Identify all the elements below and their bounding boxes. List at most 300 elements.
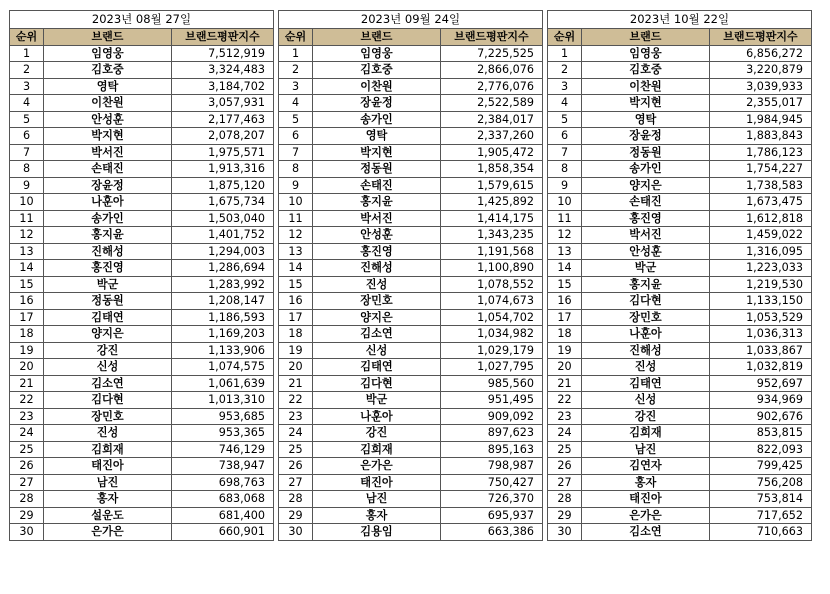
table-row: [10, 441, 274, 458]
table-row: [10, 458, 274, 475]
score-cell: 753,814: [710, 491, 812, 508]
score-cell: 1,786,123: [710, 144, 812, 161]
rank-cell: 29: [279, 507, 313, 524]
rank-cell: 28: [10, 491, 44, 508]
table-row: [279, 45, 543, 62]
score-cell: 756,208: [710, 474, 812, 491]
rank-cell: 22: [548, 392, 582, 409]
score-cell: 738,947: [172, 458, 274, 475]
table-row: [279, 161, 543, 178]
rank-cell: 15: [279, 276, 313, 293]
brand-name-cell: 남진: [313, 491, 441, 508]
rank-cell: 16: [548, 293, 582, 310]
rank-cell: 9: [279, 177, 313, 194]
rank-cell: 14: [279, 260, 313, 277]
table-row: [279, 111, 543, 128]
table-row: [10, 62, 274, 79]
score-cell: 683,068: [172, 491, 274, 508]
rank-cell: 21: [10, 375, 44, 392]
rank-cell: 1: [10, 45, 44, 62]
rank-cell: 16: [10, 293, 44, 310]
table-row: [10, 326, 274, 343]
rank-cell: 3: [10, 78, 44, 95]
rank-cell: 29: [548, 507, 582, 524]
table-row: [279, 359, 543, 376]
score-cell: 1,913,316: [172, 161, 274, 178]
table-row: [279, 342, 543, 359]
score-cell: 1,875,120: [172, 177, 274, 194]
rank-cell: 21: [279, 375, 313, 392]
brand-name-cell: 김소연: [44, 375, 172, 392]
brand-name-cell: 나훈아: [582, 326, 710, 343]
rank-cell: 3: [279, 78, 313, 95]
score-cell: 951,495: [441, 392, 543, 409]
score-cell: 2,866,076: [441, 62, 543, 79]
brand-name-cell: 남진: [582, 441, 710, 458]
table-row: [548, 408, 812, 425]
score-cell: 1,401,752: [172, 227, 274, 244]
score-cell: 799,425: [710, 458, 812, 475]
table-row: [10, 474, 274, 491]
header-score: 브랜드평판지수: [441, 29, 543, 46]
table-row: [548, 309, 812, 326]
score-cell: 3,184,702: [172, 78, 274, 95]
header-brand: 브랜드: [313, 29, 441, 46]
rank-cell: 27: [10, 474, 44, 491]
rank-cell: 6: [10, 128, 44, 145]
score-cell: 3,324,483: [172, 62, 274, 79]
table-row: [10, 210, 274, 227]
score-cell: 1,316,095: [710, 243, 812, 260]
brand-name-cell: 나훈아: [44, 194, 172, 211]
rank-cell: 12: [279, 227, 313, 244]
score-cell: 750,427: [441, 474, 543, 491]
score-cell: 1,675,734: [172, 194, 274, 211]
table-row: [279, 78, 543, 95]
score-cell: 717,652: [710, 507, 812, 524]
score-cell: 695,937: [441, 507, 543, 524]
table-row: [279, 309, 543, 326]
brand-name-cell: 신성: [44, 359, 172, 376]
score-cell: 1,754,227: [710, 161, 812, 178]
rank-cell: 1: [279, 45, 313, 62]
rank-cell: 22: [10, 392, 44, 409]
table-row: [279, 227, 543, 244]
score-cell: 1,975,571: [172, 144, 274, 161]
score-cell: 1,883,843: [710, 128, 812, 145]
brand-name-cell: 홍진영: [313, 243, 441, 260]
rank-cell: 24: [548, 425, 582, 442]
rank-cell: 6: [279, 128, 313, 145]
score-cell: 7,512,919: [172, 45, 274, 62]
table-row: [548, 507, 812, 524]
brand-name-cell: 이찬원: [44, 95, 172, 112]
rank-cell: 18: [279, 326, 313, 343]
rank-cell: 11: [548, 210, 582, 227]
brand-name-cell: 강진: [582, 408, 710, 425]
score-cell: 1,673,475: [710, 194, 812, 211]
score-cell: 1,032,819: [710, 359, 812, 376]
brand-name-cell: 설운도: [44, 507, 172, 524]
rank-cell: 25: [279, 441, 313, 458]
brand-name-cell: 김호중: [313, 62, 441, 79]
table-row: [548, 342, 812, 359]
brand-name-cell: 김태연: [313, 359, 441, 376]
brand-name-cell: 장민호: [44, 408, 172, 425]
brand-name-cell: 나훈아: [313, 408, 441, 425]
score-cell: 934,969: [710, 392, 812, 409]
brand-name-cell: 김희재: [44, 441, 172, 458]
score-cell: 1,191,568: [441, 243, 543, 260]
brand-name-cell: 영탁: [582, 111, 710, 128]
brand-name-cell: 김태연: [44, 309, 172, 326]
brand-name-cell: 홍자: [44, 491, 172, 508]
brand-name-cell: 이찬원: [582, 78, 710, 95]
brand-name-cell: 박지현: [44, 128, 172, 145]
table-row: [10, 309, 274, 326]
rank-cell: 13: [279, 243, 313, 260]
rank-cell: 30: [10, 524, 44, 541]
rank-cell: 19: [10, 342, 44, 359]
score-cell: 897,623: [441, 425, 543, 442]
brand-name-cell: 영탁: [313, 128, 441, 145]
brand-name-cell: 장민호: [582, 309, 710, 326]
table-row: [548, 194, 812, 211]
rank-cell: 26: [10, 458, 44, 475]
score-cell: 1,219,530: [710, 276, 812, 293]
brand-name-cell: 김호중: [582, 62, 710, 79]
brand-name-cell: 박지현: [582, 95, 710, 112]
brand-name-cell: 안성훈: [44, 111, 172, 128]
score-cell: 1,186,593: [172, 309, 274, 326]
score-cell: 663,386: [441, 524, 543, 541]
rank-cell: 26: [279, 458, 313, 475]
rank-cell: 14: [548, 260, 582, 277]
table-date: 2023년 09월 24일: [279, 11, 543, 29]
brand-name-cell: 양지은: [582, 177, 710, 194]
brand-name-cell: 박서진: [313, 210, 441, 227]
brand-name-cell: 박군: [313, 392, 441, 409]
score-cell: 1,074,575: [172, 359, 274, 376]
brand-name-cell: 김소연: [582, 524, 710, 541]
score-cell: 822,093: [710, 441, 812, 458]
rank-cell: 20: [548, 359, 582, 376]
score-cell: 1,459,022: [710, 227, 812, 244]
score-cell: 1,036,313: [710, 326, 812, 343]
brand-name-cell: 송가인: [582, 161, 710, 178]
rank-cell: 27: [279, 474, 313, 491]
score-cell: 3,039,933: [710, 78, 812, 95]
header-rank: 순위: [279, 29, 313, 46]
rank-cell: 27: [548, 474, 582, 491]
table-row: [548, 111, 812, 128]
table-row: [10, 260, 274, 277]
brand-name-cell: 은가은: [582, 507, 710, 524]
rank-cell: 14: [10, 260, 44, 277]
score-cell: 1,061,639: [172, 375, 274, 392]
table-row: [548, 243, 812, 260]
score-cell: 1,029,179: [441, 342, 543, 359]
table-row: [548, 128, 812, 145]
table-row: [279, 194, 543, 211]
table-row: [548, 474, 812, 491]
rank-cell: 18: [548, 326, 582, 343]
table-row: [10, 95, 274, 112]
ranking-table-october: [547, 10, 812, 541]
table-row: [10, 177, 274, 194]
rank-cell: 9: [548, 177, 582, 194]
table-row: [279, 474, 543, 491]
brand-name-cell: 이찬원: [313, 78, 441, 95]
ranking-table-august: [9, 10, 274, 541]
score-cell: 953,365: [172, 425, 274, 442]
table-row: [548, 458, 812, 475]
table-row: [279, 441, 543, 458]
table-row: [279, 128, 543, 145]
brand-name-cell: 태진아: [44, 458, 172, 475]
rank-cell: 28: [279, 491, 313, 508]
brand-name-cell: 진해성: [313, 260, 441, 277]
table-row: [10, 507, 274, 524]
score-cell: 1,034,982: [441, 326, 543, 343]
rank-cell: 6: [548, 128, 582, 145]
brand-name-cell: 강진: [313, 425, 441, 442]
brand-name-cell: 정동원: [582, 144, 710, 161]
score-cell: 1,579,615: [441, 177, 543, 194]
brand-name-cell: 양지은: [44, 326, 172, 343]
rank-cell: 12: [548, 227, 582, 244]
brand-name-cell: 송가인: [313, 111, 441, 128]
brand-name-cell: 박서진: [582, 227, 710, 244]
brand-name-cell: 손태진: [313, 177, 441, 194]
score-cell: 6,856,272: [710, 45, 812, 62]
rank-cell: 25: [10, 441, 44, 458]
table-row: [10, 144, 274, 161]
brand-name-cell: 홍진영: [582, 210, 710, 227]
rank-cell: 29: [10, 507, 44, 524]
rank-cell: 24: [10, 425, 44, 442]
rank-cell: 8: [279, 161, 313, 178]
brand-name-cell: 김태연: [582, 375, 710, 392]
table-row: [279, 293, 543, 310]
ranking-tables: [9, 10, 812, 541]
score-cell: 1,027,795: [441, 359, 543, 376]
brand-name-cell: 홍자: [582, 474, 710, 491]
score-cell: 1,013,310: [172, 392, 274, 409]
rank-cell: 30: [279, 524, 313, 541]
table-row: [548, 78, 812, 95]
table-row: [279, 326, 543, 343]
brand-name-cell: 영탁: [44, 78, 172, 95]
brand-name-cell: 은가은: [313, 458, 441, 475]
rank-cell: 15: [10, 276, 44, 293]
rank-cell: 2: [10, 62, 44, 79]
brand-name-cell: 안성훈: [582, 243, 710, 260]
brand-name-cell: 장윤정: [582, 128, 710, 145]
table-row: [10, 227, 274, 244]
score-cell: 746,129: [172, 441, 274, 458]
brand-name-cell: 손태진: [44, 161, 172, 178]
rank-cell: 26: [548, 458, 582, 475]
brand-name-cell: 신성: [313, 342, 441, 359]
rank-cell: 5: [10, 111, 44, 128]
score-cell: 1,283,992: [172, 276, 274, 293]
rank-cell: 23: [548, 408, 582, 425]
rank-cell: 7: [10, 144, 44, 161]
header-brand: 브랜드: [44, 29, 172, 46]
brand-name-cell: 김용임: [313, 524, 441, 541]
table-row: [548, 441, 812, 458]
table-row: [548, 375, 812, 392]
table-date: 2023년 08월 27일: [10, 11, 274, 29]
rank-cell: 10: [10, 194, 44, 211]
table-row: [10, 524, 274, 541]
ranking-table-september: [278, 10, 543, 541]
rank-cell: 19: [279, 342, 313, 359]
table-row: [548, 491, 812, 508]
score-cell: 798,987: [441, 458, 543, 475]
rank-cell: 3: [548, 78, 582, 95]
rank-cell: 22: [279, 392, 313, 409]
score-cell: 2,776,076: [441, 78, 543, 95]
rank-cell: 15: [548, 276, 582, 293]
rank-cell: 7: [548, 144, 582, 161]
table-row: [10, 45, 274, 62]
rank-cell: 21: [548, 375, 582, 392]
rank-cell: 16: [279, 293, 313, 310]
table-date: 2023년 10월 22일: [548, 11, 812, 29]
table-row: [548, 276, 812, 293]
brand-name-cell: 장윤정: [44, 177, 172, 194]
rank-cell: 13: [548, 243, 582, 260]
brand-name-cell: 김호중: [44, 62, 172, 79]
score-cell: 726,370: [441, 491, 543, 508]
header-rank: 순위: [548, 29, 582, 46]
table-row: [279, 95, 543, 112]
table-row: [279, 524, 543, 541]
brand-name-cell: 태진아: [582, 491, 710, 508]
rank-cell: 1: [548, 45, 582, 62]
score-cell: 1,053,529: [710, 309, 812, 326]
rank-cell: 11: [279, 210, 313, 227]
brand-name-cell: 진성: [44, 425, 172, 442]
score-cell: 1,294,003: [172, 243, 274, 260]
header-score: 브랜드평판지수: [172, 29, 274, 46]
table-row: [548, 161, 812, 178]
score-cell: 985,560: [441, 375, 543, 392]
table-row: [279, 177, 543, 194]
score-cell: 1,286,694: [172, 260, 274, 277]
table-row: [10, 161, 274, 178]
score-cell: 1,612,818: [710, 210, 812, 227]
rank-cell: 23: [279, 408, 313, 425]
table-row: [548, 260, 812, 277]
score-cell: 2,384,017: [441, 111, 543, 128]
brand-name-cell: 박지현: [313, 144, 441, 161]
rank-cell: 2: [279, 62, 313, 79]
rank-cell: 13: [10, 243, 44, 260]
table-row: [279, 243, 543, 260]
score-cell: 1,054,702: [441, 309, 543, 326]
brand-name-cell: 진해성: [44, 243, 172, 260]
rank-cell: 20: [279, 359, 313, 376]
brand-name-cell: 송가인: [44, 210, 172, 227]
score-cell: 2,522,589: [441, 95, 543, 112]
table-row: [10, 375, 274, 392]
score-cell: 1,343,235: [441, 227, 543, 244]
brand-name-cell: 태진아: [313, 474, 441, 491]
brand-name-cell: 은가은: [44, 524, 172, 541]
table-row: [10, 111, 274, 128]
table-row: [548, 524, 812, 541]
table-row: [548, 144, 812, 161]
score-cell: 1,074,673: [441, 293, 543, 310]
table-row: [10, 392, 274, 409]
brand-name-cell: 손태진: [582, 194, 710, 211]
table-row: [10, 78, 274, 95]
table-row: [548, 177, 812, 194]
rank-cell: 28: [548, 491, 582, 508]
rank-cell: 10: [279, 194, 313, 211]
table-row: [279, 260, 543, 277]
score-cell: 2,337,260: [441, 128, 543, 145]
score-cell: 1,100,890: [441, 260, 543, 277]
table-row: [279, 507, 543, 524]
score-cell: 1,503,040: [172, 210, 274, 227]
brand-name-cell: 홍지윤: [44, 227, 172, 244]
rank-cell: 4: [548, 95, 582, 112]
table-row: [279, 62, 543, 79]
rank-cell: 17: [10, 309, 44, 326]
brand-name-cell: 임영웅: [313, 45, 441, 62]
brand-name-cell: 임영웅: [582, 45, 710, 62]
rank-cell: 17: [279, 309, 313, 326]
table-row: [10, 491, 274, 508]
brand-name-cell: 신성: [582, 392, 710, 409]
rank-cell: 30: [548, 524, 582, 541]
rank-cell: 23: [10, 408, 44, 425]
table-row: [279, 408, 543, 425]
rank-cell: 25: [548, 441, 582, 458]
score-cell: 909,092: [441, 408, 543, 425]
brand-name-cell: 김다현: [44, 392, 172, 409]
table-row: [548, 210, 812, 227]
table-row: [10, 243, 274, 260]
table-row: [279, 276, 543, 293]
brand-name-cell: 김희재: [313, 441, 441, 458]
brand-name-cell: 김다현: [313, 375, 441, 392]
brand-name-cell: 안성훈: [313, 227, 441, 244]
table-row: [279, 375, 543, 392]
score-cell: 853,815: [710, 425, 812, 442]
score-cell: 698,763: [172, 474, 274, 491]
header-score: 브랜드평판지수: [710, 29, 812, 46]
score-cell: 7,225,525: [441, 45, 543, 62]
brand-name-cell: 정동원: [44, 293, 172, 310]
score-cell: 710,663: [710, 524, 812, 541]
rank-cell: 8: [10, 161, 44, 178]
rank-cell: 10: [548, 194, 582, 211]
rank-cell: 9: [10, 177, 44, 194]
score-cell: 1,858,354: [441, 161, 543, 178]
table-row: [10, 408, 274, 425]
score-cell: 660,901: [172, 524, 274, 541]
rank-cell: 2: [548, 62, 582, 79]
table-row: [279, 144, 543, 161]
brand-name-cell: 박군: [582, 260, 710, 277]
brand-name-cell: 홍지윤: [582, 276, 710, 293]
table-row: [548, 392, 812, 409]
